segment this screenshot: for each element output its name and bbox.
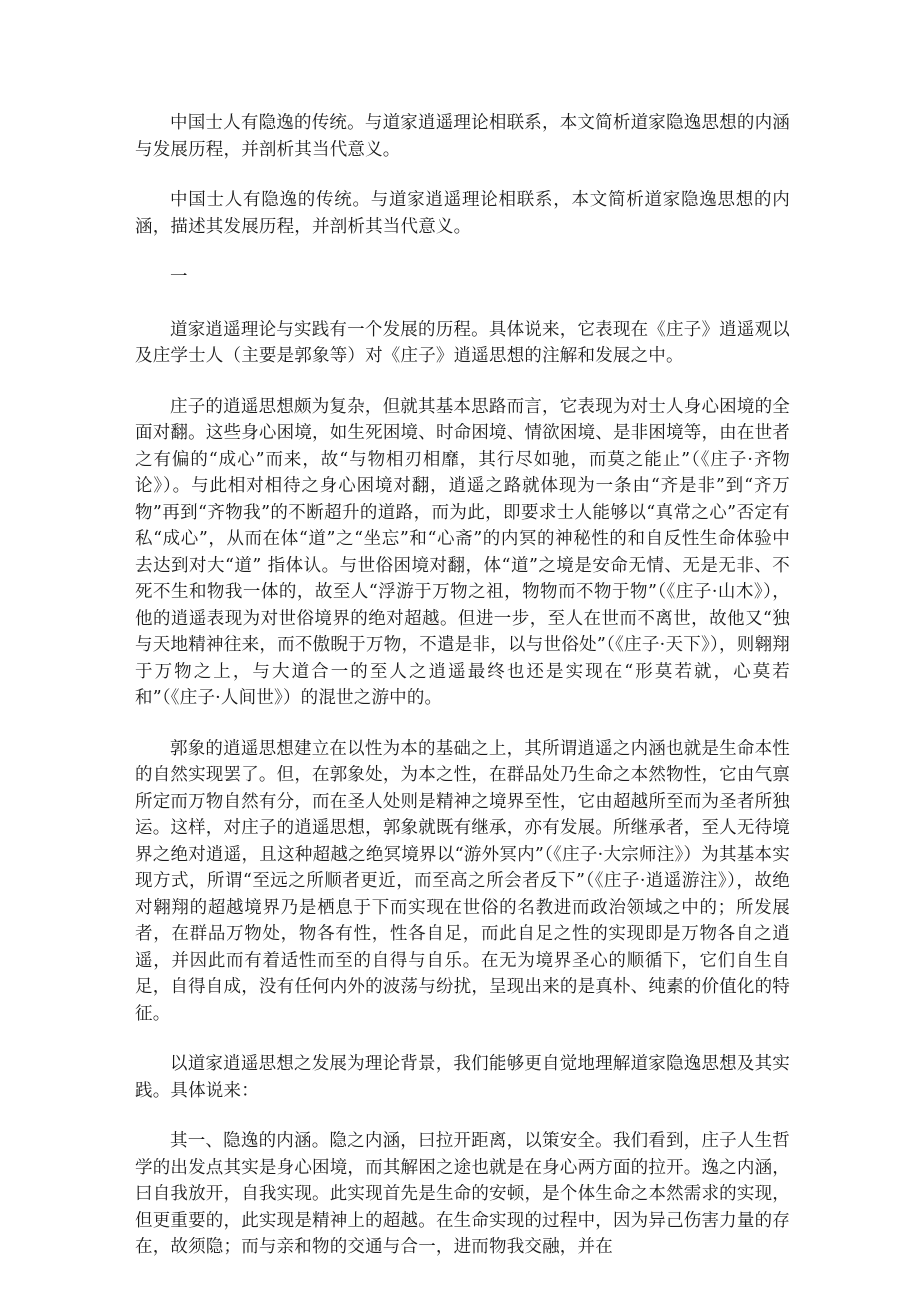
abstract-paragraph-2: 中国士人有隐逸的传统。与道家逍遥理论相联系，本文简析道家隐逸思想的内涵，描述其发展历程，并剖析其当代意义。 [135, 190, 790, 237]
body-paragraph-2: 庄子的逍遥思想颇为复杂，但就其基本思路而言，它表现为对士人身心困境的全面对翻。这些身心困境，如生死困境、时命困境、情欲困境、是非困境等，由在世者之有偏的“成心”而来，故“与物相刃相靡，其行尽如驰，而莫之能止”（《庄子·齐物论》）。与此相对相待之身心困境对翻，逍遥之路就体现为一条由“齐是非”到“齐万物”再到“齐物我”的不断超升的道路，而为此，即要求士人能够以“真常之心”否定有私“成心”，从而在体“道”之“坐忘”和“心斋”的内冥的神秘性的和自反性生命体验中去达到对大“道” 指体认。与世俗困境对翻，体“道”之境是安命无情、无是无非、不死不生和物我一体的，故至人“浮游于万物之祖，物物而不物于物”（《庄子·山木》），他的逍遥表现为对世俗境界的绝对超越。但进一步，至人在世而不离世，故他又“独与天地精神往来，而不傲睨于万物，不遣是非，以与世俗处”（《庄子·天下》），则翱翔于万物之上，与大道合一的至人之逍遥最终也还是实现在“形莫若就，心莫若和”（《庄子·人间世》）的混世之游中的。 [135, 396, 790, 708]
section-heading: 一 [170, 267, 188, 287]
body-paragraph-5: 其一、隐逸的内涵。隐之内涵，曰拉开距离，以策安全。我们看到，庄子人生哲学的出发点其实是身心困境，而其解困之途也就是在身心两方面的拉开。逸之内涵，曰自我放开，自我实现。此实现首先是生命的安顿，是个体生命之本然需求的实现，但更重要的，此实现是精神上的超越。在生命实现的过程中，因为异己伤害力量的存在，故须隐；而与亲和物的交通与合一，进而物我交融，并在 [135, 1131, 790, 1257]
body-paragraph-3: 郭象的逍遥思想建立在以性为本的基础之上，其所谓逍遥之内涵也就是生命本性的自然实现罢了。但，在郭象处，为本之性，在群品处乃生命之本然物性，它由气禀所定而万物自然有分，而在圣人处则是精神之境界至性，它由超越所至而为圣者所独运。这样，对庄子的逍遥思想，郭象就既有继承，亦有发展。所继承者，至人无待境界之绝对逍遥，且这种超越之绝冥境界以“游外冥内”（《庄子·大宗师注》）为其基本实现方式，所谓“至远之所顺者更近，而至高之所会者反下”（《庄子·逍遥游注》），故绝对翱翔的超越境界乃是栖息于下而实现在世俗的名教进而政治领域之中的；所发展者，在群品万物处，物各有性，性各自足，而此自足之性的实现即是万物各自之逍遥，并因此而有着适性而至的自得与自乐。在无为境界圣心的顺循下，它们自生自足，自得自成，没有任何内外的波荡与纷扰，呈现出来的是真朴、纯素的价值化的特征。 [135, 738, 790, 1024]
body-paragraph-4: 以道家逍遥思想之发展为理论背景，我们能够更自觉地理解道家隐逸思想及其实践。具体说来： [135, 1054, 790, 1101]
body-paragraph-1: 道家逍遥理论与实践有一个发展的历程。具体说来，它表现在《庄子》逍遥观以及庄学士人（主要是郭象等）对《庄子》逍遥思想的注解和发展之中。 [135, 319, 790, 366]
abstract-paragraph-1: 中国士人有隐逸的传统。与道家逍遥理论相联系，本文简析道家隐逸思想的内涵与发展历程，并剖析其当代意义。 [135, 113, 790, 160]
